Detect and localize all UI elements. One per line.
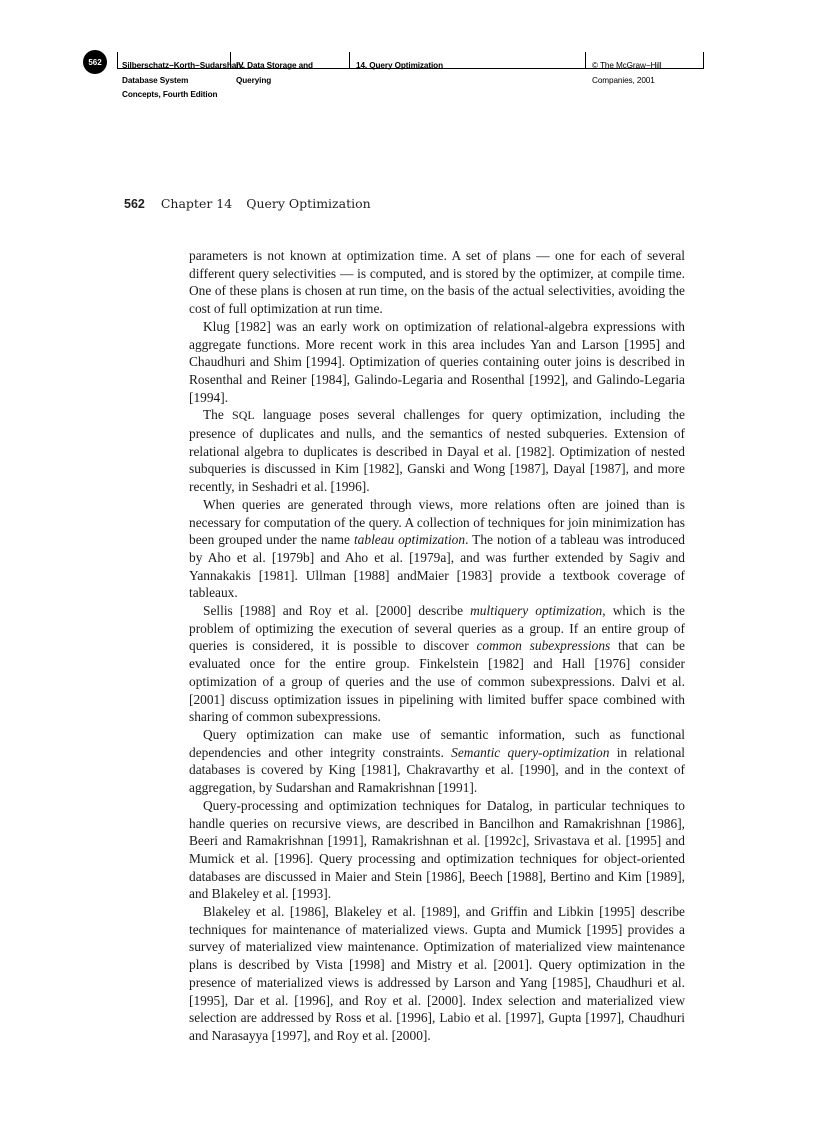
header-chapter: 14. Query Optimization	[356, 61, 443, 70]
paragraph: Blakeley et al. [1986], Blakeley et al. [1989], and Griffin and Libkin [1995] describe techniques for maintenance of materialized views. Gupta and Mumick [1995] provides a survey of materialized view maintenance. Optimization of materialized view maintenance plans is described by Vista [1998] and Mistry et al. [2001]. Query optimization in the presence of materialized views is addressed by Larson and Yang [1985], Chaudhuri et al. [1995], Dar et al. [1996], and Roy et al. [2000]. Index selection and materialized view selection are addressed by Ross et al. [1996], Labio et al. [1997], Gupta [1997], Chaudhuri and Narasayya [1997], and Roy et al. [2000].	[189, 904, 685, 1043]
paragraph: The SQL language poses several challenges for query optimization, including the presence of duplicates and nulls, and the semantics of nested subqueries. Extension of relational algebra to duplicates is described in Dayal et al. [1982]. Optimization of nested subqueries is discussed in Kim [1982], Ganski and Wong [1987], Dayal [1987], and more recently, in Seshadri et al. [1996].	[189, 407, 685, 495]
header-copyright: © The McGraw−Hill Companies, 2001	[592, 61, 662, 85]
running-head-chapter-title: Query Optimization	[246, 196, 371, 211]
term: multiquery optimization	[470, 603, 603, 619]
paragraph: Sellis [1988] and Roy et al. [2000] describe multiquery optimization, which is the problem of optimizing the execution of several queries as a group. If an entire group of queries is considered, it is possible to discover common subexpressions that can be evaluated once for the entire group. Finkelstein [1982] and Hall [1976] consider optimization of a group of queries and the use of common subexpressions. Dalvi et al. [2001] discuss optimization issues in pipelining with limited buffer space combined with sharing of common subexpressions.	[189, 603, 685, 725]
paragraph: Query-processing and optimization techniques for Datalog, in particular techniques to handle queries on recursive views, are described in Bancilhon and Ramakrishnan [1986], Beeri and Ramakrishnan [1991], Ramakrishnan et al. [1992c], Srivastava et al. [1995] and Mumick et al. [1996]. Query processing and optimization techniques for object-oriented databases are discussed in Maier and Stein [1986], Beech [1988], Bertino and Kim [1989], and Blakeley et al. [1993].	[189, 797, 685, 902]
paragraph: parameters is not known at optimization time. A set of plans — one for each of several different query selectivities — is computed, and is stored by the optimizer, at compile time. One of these plans is chosen at run time, on the basis of the actual selectivities, avoiding the cost of full optimization at run time.	[189, 248, 685, 317]
running-head-page-number: 562	[124, 197, 145, 211]
term: Semantic query-optimization	[451, 744, 610, 760]
paragraph: Query optimization can make use of semantic information, such as functional dependencies and other integrity constraints. Semantic query-optimization in relational databases is covered by King [1981], Chakravarthy et al. [1990], and in the context of aggregation, by Sudarshan and Ramakrishnan [1991].	[189, 726, 685, 796]
page-number-badge: 562	[83, 50, 107, 74]
body-text	[189, 247, 685, 1045]
paragraph: When queries are generated through views, more relations often are joined than is necessary for computation of the query. A collection of techniques for join minimization has been grouped under the name tableau optimization. The notion of a tableau was introduced by Aho et al. [1979b] and Aho et al. [1979a], and was further extended by Sagiv and Yannakakis [1981]. Ullman [1988] andMaier [1983] provide a textbook coverage of tableaux.	[189, 496, 685, 601]
term: common subexpressions	[476, 638, 611, 654]
term: tableau optimization	[353, 532, 466, 548]
running-head	[124, 196, 371, 211]
header-authors: Silberschatz−Korth−Sudarshan: Database System Concepts, Fourth Edition	[122, 61, 244, 99]
running-head-chapter-label: Chapter 14	[160, 196, 233, 211]
paragraph: Klug [1982] was an early work on optimization of relational-algebra expressions with aggregate functions. More recent work in this area includes Yan and Larson [1995] and Chaudhuri and Shim [1994]. Optimization of queries containing outer joins is described in Rosenthal and Reiner [1984], Galindo-Legaria and Rosenthal [1992], and Galindo-Legaria [1994].	[189, 318, 685, 405]
header-part: IV. Data Storage and Querying	[236, 61, 313, 85]
